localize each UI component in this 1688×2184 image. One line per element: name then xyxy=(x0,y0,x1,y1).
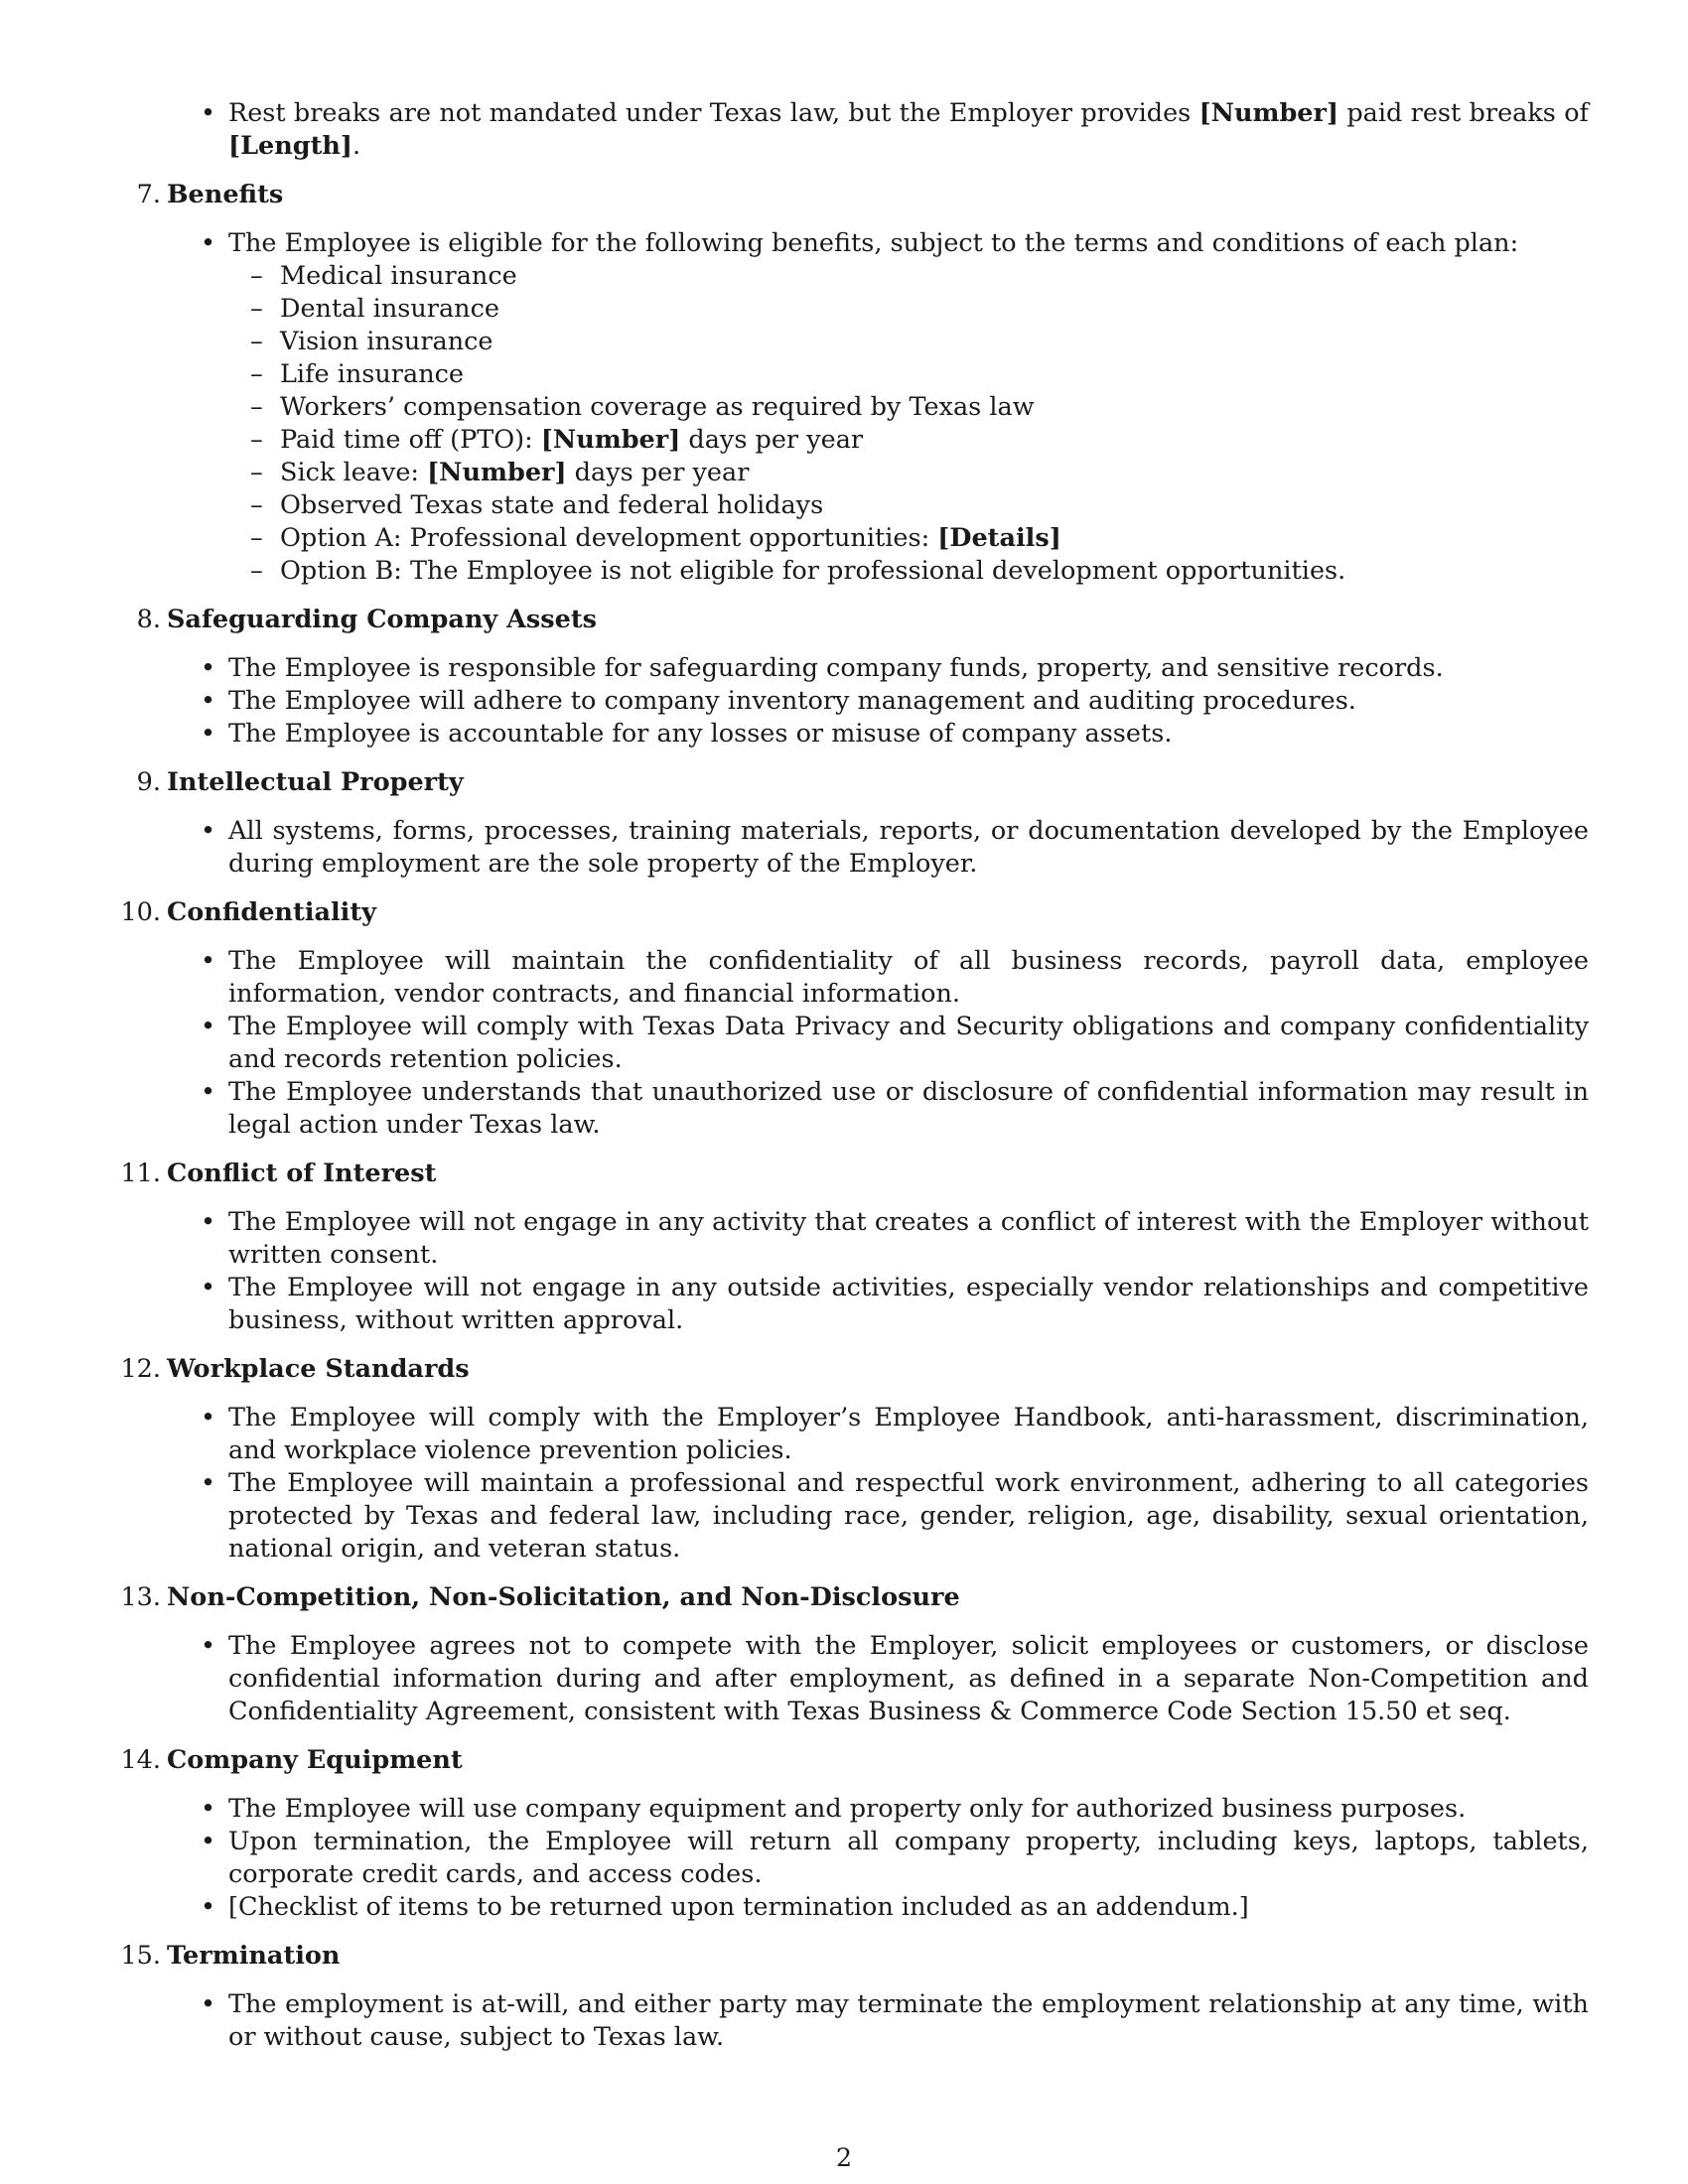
list-item: • [Checklist of items to be returned upon termination included as an addendum.] xyxy=(167,1891,1589,1924)
text-run: Rest breaks are not mandated under Texas law, but the Employer provides xyxy=(228,98,1199,128)
list-item: • The employment is at-will, and either party may terminate the employment relationship at any time, with or without cause, subject to Texas law. xyxy=(167,1988,1589,2054)
list-item: • The Employee will not engage in any activity that creates a conflict of interest with the Employer without written consent. xyxy=(167,1206,1589,1272)
sub-list-item-option-a xyxy=(167,522,1589,555)
list-item: • The Employee will adhere to company inventory management and auditing procedures. xyxy=(167,685,1589,718)
section-non-competition xyxy=(120,1581,1589,1728)
list-item: • All systems, forms, processes, training materials, reports, or documentation developed by the Employee during employment are the sole property of the Employer. xyxy=(167,815,1589,881)
section-number: 13. xyxy=(120,1582,161,1612)
rest-breaks-bullet xyxy=(167,97,1589,163)
list-item: • The Employee will not engage in any outside activities, especially vendor relationships and competitive business, without written approval. xyxy=(167,1272,1589,1337)
section-number: 12. xyxy=(120,1354,161,1384)
sub-list-item: – Vision insurance xyxy=(167,326,1589,358)
section-heading xyxy=(120,1940,1589,1973)
section-heading xyxy=(136,766,1589,799)
section-safeguarding-assets xyxy=(136,604,1589,751)
text-run: days per year xyxy=(680,425,864,455)
sub-list-item: – Medical insurance xyxy=(167,260,1589,293)
section-title: Confidentiality xyxy=(167,897,376,927)
section-heading xyxy=(120,1158,1589,1190)
list-item: • The Employee will maintain a professional and respectful work environment, adhering to all categories protected by Texas and federal law, including race, gender, religion, age, disability, sexual orientation, national origin, and veteran status. xyxy=(167,1467,1589,1566)
section-number: 14. xyxy=(120,1745,161,1775)
placeholder-number: [Number] xyxy=(1198,98,1339,128)
section-confidentiality xyxy=(120,896,1589,1142)
sub-list-item: – Observed Texas state and federal holidays xyxy=(167,489,1589,522)
section-heading xyxy=(120,1353,1589,1386)
section-workplace-standards xyxy=(120,1353,1589,1566)
list-item: • The Employee understands that unauthorized use or disclosure of confidential information may result in legal action under Texas law. xyxy=(167,1076,1589,1142)
section-number: 11. xyxy=(120,1159,161,1188)
sub-list-item: – Life insurance xyxy=(167,358,1589,391)
text-run: Option A: Professional development opportunities: xyxy=(280,523,938,553)
section-number: 8. xyxy=(136,605,161,634)
section-heading xyxy=(120,1581,1589,1614)
list-item: • Upon termination, the Employee will return all company property, including keys, laptops, tablets, corporate credit cards, and access codes. xyxy=(167,1826,1589,1891)
text-run: . xyxy=(352,131,361,161)
list-item: • The Employee will use company equipment and property only for authorized business purposes. xyxy=(167,1793,1589,1826)
section-title: Benefits xyxy=(167,180,284,209)
section-title: Termination xyxy=(167,1941,341,1971)
placeholder-details: [Details] xyxy=(937,523,1061,553)
document-page xyxy=(120,97,1589,2054)
section-title: Non-Competition, Non-Solicitation, and Non-Disclosure xyxy=(167,1582,960,1612)
section-heading xyxy=(136,604,1589,636)
section-heading xyxy=(120,1744,1589,1777)
placeholder-length: [Length] xyxy=(228,131,352,161)
text-run: paid rest breaks of xyxy=(1338,98,1589,128)
sub-list-item-option-b: – Option B: The Employee is not eligible for professional development opportunities. xyxy=(167,555,1589,588)
section-number: 7. xyxy=(136,180,161,209)
section-number: 10. xyxy=(120,897,161,927)
list-item: • The Employee is responsible for safeguarding company funds, property, and sensitive records. xyxy=(167,652,1589,685)
text-run: Paid time off (PTO): xyxy=(280,425,541,455)
list-item: • The Employee will comply with Texas Data Privacy and Security obligations and company confidentiality and records retention policies. xyxy=(167,1011,1589,1076)
section-title: Workplace Standards xyxy=(167,1354,470,1384)
section-heading xyxy=(120,896,1589,929)
list-item xyxy=(167,227,1589,260)
text-run: Sick leave: xyxy=(280,458,428,487)
section-heading xyxy=(136,179,1589,211)
list-item: • The Employee is accountable for any losses or misuse of company assets. xyxy=(167,718,1589,751)
placeholder-number: [Number] xyxy=(427,458,567,487)
section-title: Conflict of Interest xyxy=(167,1159,437,1188)
text-run: The Employee is eligible for the following benefits, subject to the terms and conditions of each plan: xyxy=(228,228,1519,258)
sub-list-item: – Dental insurance xyxy=(167,293,1589,326)
section-company-equipment xyxy=(120,1744,1589,1924)
page-number: 2 xyxy=(835,2143,853,2173)
list-item: • The Employee will comply with the Employer’s Employee Handbook, anti-harassment, discrimination, and workplace violence prevention policies. xyxy=(167,1402,1589,1467)
text-run: days per year xyxy=(566,458,750,487)
section-title: Safeguarding Company Assets xyxy=(167,605,597,634)
section-number: 15. xyxy=(120,1941,161,1971)
section-title: Intellectual Property xyxy=(167,767,464,797)
placeholder-number: [Number] xyxy=(540,425,681,455)
sub-list-item-sick xyxy=(167,457,1589,489)
list-item: • The Employee agrees not to compete with the Employer, solicit employees or customers, or disclose confidential information during and after employment, as defined in a separate Non-Competition and Confidentiality Agreement, consistent with Texas Business & Commerce Code Section 15.50 et seq. xyxy=(167,1630,1589,1728)
section-title: Company Equipment xyxy=(167,1745,463,1775)
section-benefits xyxy=(136,179,1589,588)
section-intellectual-property xyxy=(136,766,1589,881)
sub-list-item: – Workers’ compensation coverage as required by Texas law xyxy=(167,391,1589,424)
sub-list-item-pto xyxy=(167,424,1589,457)
list-item: • The Employee will maintain the confidentiality of all business records, payroll data, employee information, vendor contracts, and financial information. xyxy=(167,945,1589,1011)
section-termination xyxy=(120,1940,1589,2054)
section-number: 9. xyxy=(136,767,161,797)
section-conflict-of-interest xyxy=(120,1158,1589,1337)
